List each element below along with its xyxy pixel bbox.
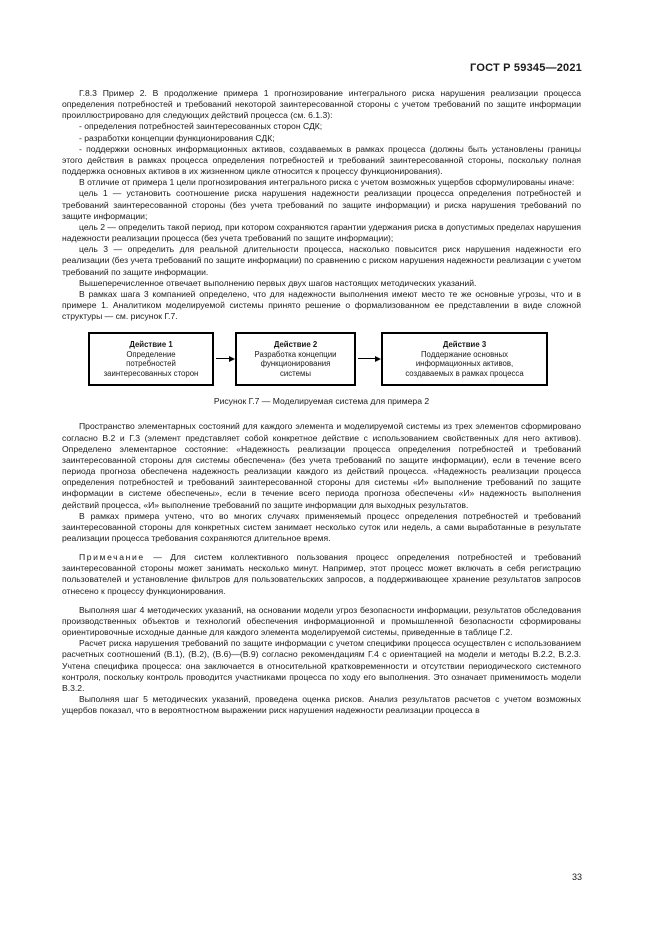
- box-line: Разработка концепции: [254, 349, 337, 359]
- figure-caption: Рисунок Г.7 — Моделируемая система для примера 2: [213, 396, 430, 407]
- action-2-box: [235, 332, 356, 386]
- box-title: Действие 2: [273, 340, 318, 350]
- box-title: Действие 1: [129, 340, 173, 350]
- arrow-2-3: [358, 356, 381, 361]
- paragraph: Выполняя шаг 4 методических указаний, на основании модели угроз безопасности информации, результатов обследования производственных объектов и технологий обеспечения информационной и промышленной безопасности сформированы ориентировочные исходные данные для каждого элемента моделируемой системы, приведенные в таблице Г.2.: [62, 604, 581, 638]
- paragraph: В рамках шага 3 компанией определено, что для надежности выполнения имеют место те же основные угрозы, что и в примере 1. Аналитиком моделируемой системы принято решение о формализованном ее представлении в виде сложной структуры — см. рисунок Г.7.: [62, 288, 581, 322]
- action-1-box: [88, 332, 214, 386]
- paragraph: В отличие от примера 1 цели прогнозирования интегрального риска с учетом возможных ущербов сформулированы иначе:: [79, 177, 575, 188]
- list-item: - поддержки основных информационных активов, создаваемых в рамках процесса (должны быть установлены границы этого действия в рамках процесса определения потребностей и требований заинтересованной стороны, поскольку полная поддержка основных активов в их жизненном цикле относится к процессу функционирования).: [62, 143, 581, 177]
- standard-code: ГОСТ Р 59345—2021: [470, 62, 582, 74]
- figure-g7-diagram: [62, 332, 581, 388]
- box-line: информационных активов,: [415, 359, 514, 369]
- paragraph: Вышеперечисленное отвечает выполнению первых двух шагов настоящих методических указаний.: [79, 277, 477, 288]
- paragraphs-top: [62, 88, 581, 322]
- paragraphs-bottom: [62, 605, 581, 717]
- list-item: - определения потребностей заинтересованных сторон СДК;: [79, 121, 323, 132]
- box-line: функционирования: [260, 359, 331, 369]
- paragraph: В рамках примера учтено, что во многих случаях применяемый процесс определения потребностей и требований заинтересованной стороны для конкретных систем занимает несколько суток или недель, а сами выработанные в результате реализации процесса требования сохраняются длительное время.: [62, 510, 581, 543]
- goal-item: цель 2 — определить такой период, при котором сохраняются гарантии удержания риска в допустимых пределах нарушения надежности реализации процесса (без учета требований по защите информации);: [62, 221, 581, 244]
- note-label: Примечание: [79, 552, 145, 563]
- body-text: [62, 88, 581, 716]
- action-3-box: [381, 332, 548, 386]
- list-item: - разработки концепции функционирования СДК;: [79, 132, 275, 143]
- arrow-line: [216, 358, 229, 359]
- box-title: Действие 3: [442, 340, 487, 350]
- note: [62, 552, 581, 597]
- paragraph: Расчет риска нарушения требований по защите информации с учетом специфики процесса осуществлен с использованием расчетных соотношений (В.1), (В.2), (В.6)—(В.9) согласно рекомендациям Г.4 с ориентацией на модели и методы В.2.2, В.2.3. Учтена специфика процесса: она заключается в относительной кратковременности и отсутствии периодического системного контроля, поскольку контроль проводится участниками процесса по ходу его выполнения. Это означает применимость модели В.3.2.: [62, 638, 581, 693]
- arrow-1-2: [216, 356, 235, 361]
- box-line: системы: [280, 368, 311, 378]
- box-line: Поддержание основных: [420, 349, 509, 359]
- box-line: заинтересованных сторон: [103, 368, 199, 378]
- box-line: создаваемых в рамках процесса: [405, 368, 524, 378]
- goal-item: цель 3 — определить для реальной длительности процесса, насколько повысится риск нарушения надежности его реализации (без учета требований по защите информации) по сравнению с риском нарушения надежности реализации с учетом требований по защите информации.: [62, 244, 581, 277]
- paragraph: Выполняя шаг 5 методических указаний, проведена оценка рисков. Анализ результатов расчетов с учетом возможных ущербов показал, что в вероятностном выражении риск нарушения надежности реализации процесса в: [62, 694, 581, 716]
- paragraph: Г.8.3 Пример 2. В продолжение примера 1 прогнозирование интегрального риска нарушения реализации процесса определения потребностей и требований некоторой заинтересованной стороны с учетом требований по защите информации проиллюстрировано для следующих действий процесса (см. 6.1.3):: [62, 88, 581, 121]
- goal-item: цель 1 — установить соотношение риска нарушения надежности реализации процесса определения потребностей и требований заинтересованной стороны (без учета требований по защите информации) и риска нарушения требований по защите информации;: [62, 188, 581, 221]
- note-text: — Для систем коллективного пользования процесс определения потребностей и требований заинтересованной стороны может занимать несколько минут. Например, этот процесс может включать в себя регистрацию пользователей и установление фильтров для пользовательских запросов, а поддерживающее хранение результатов запросов отнесено к процессу функционирования.: [62, 552, 581, 596]
- arrow-line: [358, 358, 375, 359]
- paragraph: Пространство элементарных состояний для каждого элемента и моделируемой системы из трех элементов сформировано согласно В.2 и Г.3 (элемент представляет собой конкретное действие с использованием свойственных для него активов). Определено элементарное состояние: «Надежность реализации процесса определения потребностей и требований заинтересованной стороны для системы обеспечена» (без учета требований по защите информации), если в течение всего периода прогноза обеспечена надежность реализации каждого из действий процесса. «Надежность реализации процесса определения потребностей и требований заинтересованной стороны для системы «И» выполнение требований по защите информации в системе обеспечены», если в течение всего периода прогноза обеспечены «И» надежность выполнения действий процесса, «И» выполнение требований по защите информации для выходных результатов.: [62, 421, 581, 510]
- box-line: потребностей: [126, 359, 176, 369]
- page-number: 33: [571, 872, 582, 882]
- box-line: Определение: [126, 349, 176, 359]
- paragraphs-mid: [62, 421, 581, 544]
